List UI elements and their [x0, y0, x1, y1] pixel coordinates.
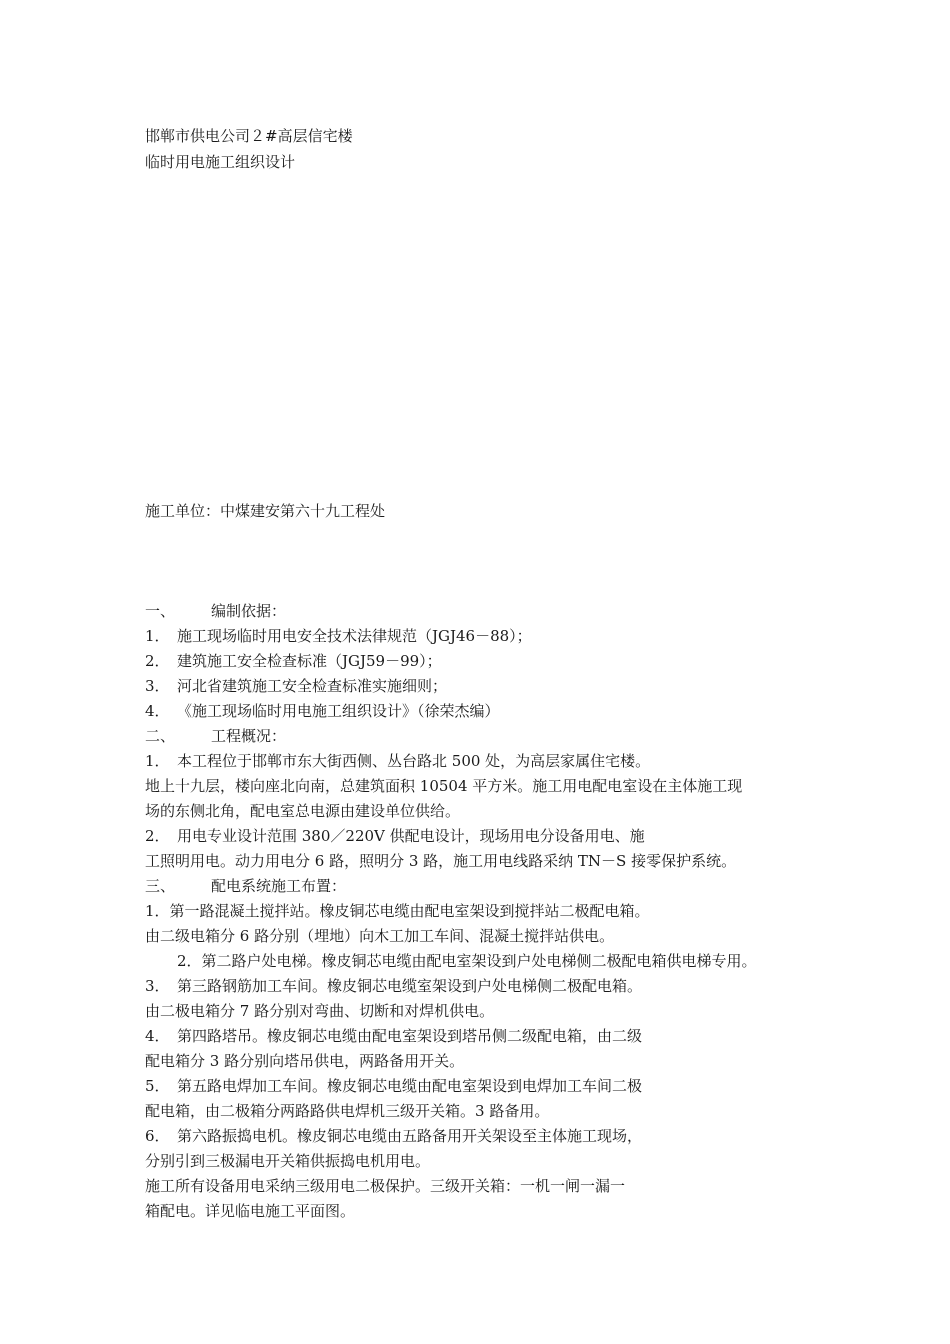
section3-heading [145, 876, 346, 896]
section1-number: 一、 [145, 602, 176, 620]
list-item-text: 河北省建筑施工安全检查标准实施细则； [177, 677, 448, 695]
list-item-text: 建筑施工安全检查标准（JGJ59－99）； [177, 652, 442, 670]
list-item-number: 2． [145, 652, 170, 670]
doc-title-line2: 临时用电施工组织设计 [145, 153, 296, 171]
paragraph-line: 地上十九层，楼向座北向南，总建筑面积 10504 平方米。施工用电配电室设在主体施工现 [145, 777, 743, 795]
paragraph-line: 场的东侧北角，配电室总电源由建设单位供给。 [145, 802, 461, 820]
list-item-number: 4． [145, 702, 170, 720]
section2-heading [145, 726, 286, 746]
section1-heading [145, 601, 286, 621]
list-item [145, 676, 447, 696]
paragraph-line: 1．第一路混凝土搅拌站。橡皮铜芯电缆由配电室架设到搅拌站二极配电箱。 [145, 902, 650, 920]
paragraph-line: 5． 第五路电焊加工车间。橡皮铜芯电缆由配电室架设到电焊加工车间二极 [145, 1077, 643, 1095]
list-item-text: 施工现场临时用电安全技术法律规范（JGJ46－88）； [177, 627, 532, 645]
paragraph-line: 由二极电箱分 7 路分别对弯曲、切断和对焊机供电。 [145, 1002, 495, 1020]
list-item-text: 《施工现场临时用电施工组织设计》（徐荣杰编） [177, 702, 500, 720]
section3-title: 配电系统施工布置： [211, 877, 347, 895]
construction-unit: 施工单位：中煤建安第六十九工程处 [145, 502, 386, 520]
paragraph-line: 分别引到三极漏电开关箱供振捣电机用电。 [145, 1152, 431, 1170]
paragraph-number: 1． [145, 752, 170, 770]
list-item-number: 1． [145, 627, 170, 645]
list-item [145, 651, 442, 671]
paragraph-number: 2． [145, 827, 170, 845]
paragraph-line: 2．第二路户处电梯。橡皮铜芯电缆由配电室架设到户处电梯侧二极配电箱供电梯专用。 [177, 952, 757, 970]
list-item [145, 626, 532, 646]
list-item [145, 701, 500, 721]
paragraph-line: 箱配电。详见临电施工平面图。 [145, 1202, 356, 1220]
doc-title-line1: 邯郸市供电公司２#高层信宅楼 [145, 127, 353, 145]
list-item-number: 3． [145, 677, 170, 695]
paragraph-line: 工照明用电。动力用电分 6 路，照明分 3 路，施工用电线路采纳 TN－S 接零保护系统。 [145, 852, 737, 870]
section1-title: 编制依据： [211, 602, 287, 620]
paragraph-line: 施工所有设备用电采纳三级用电二极保护。三级开关箱：一机一闸一漏一 [145, 1177, 626, 1195]
paragraph-line: 配电箱，由二极箱分两路路供电焊机三级开关箱。3 路备用。 [145, 1102, 550, 1120]
paragraph-line [145, 751, 650, 771]
section2-number: 二、 [145, 727, 176, 745]
paragraph-text: 用电专业设计范围 380／220V 供配电设计，现场用电分设备用电、施 [177, 827, 645, 845]
paragraph-line: 6． 第六路振捣电机。橡皮铜芯电缆由五路备用开关架设至主体施工现场， [145, 1127, 643, 1145]
section2-title: 工程概况： [211, 727, 287, 745]
paragraph-line: 3． 第三路钢筋加工车间。橡皮铜芯电缆室架设到户处电梯侧二极配电箱。 [145, 977, 643, 995]
section3-number: 三、 [145, 877, 176, 895]
paragraph-line: 4． 第四路塔吊。橡皮铜芯电缆由配电室架设到塔吊侧二级配电箱，由二级 [145, 1027, 643, 1045]
paragraph-line [145, 826, 645, 846]
paragraph-text: 本工程位于邯郸市东大街西侧、丛台路北 500 处，为高层家属住宅楼。 [177, 752, 651, 770]
paragraph-line: 由二级电箱分 6 路分别（埋地）向木工加工车间、混凝土搅拌站供电。 [145, 927, 615, 945]
paragraph-line: 配电箱分 3 路分别向塔吊供电，两路备用开关。 [145, 1052, 465, 1070]
